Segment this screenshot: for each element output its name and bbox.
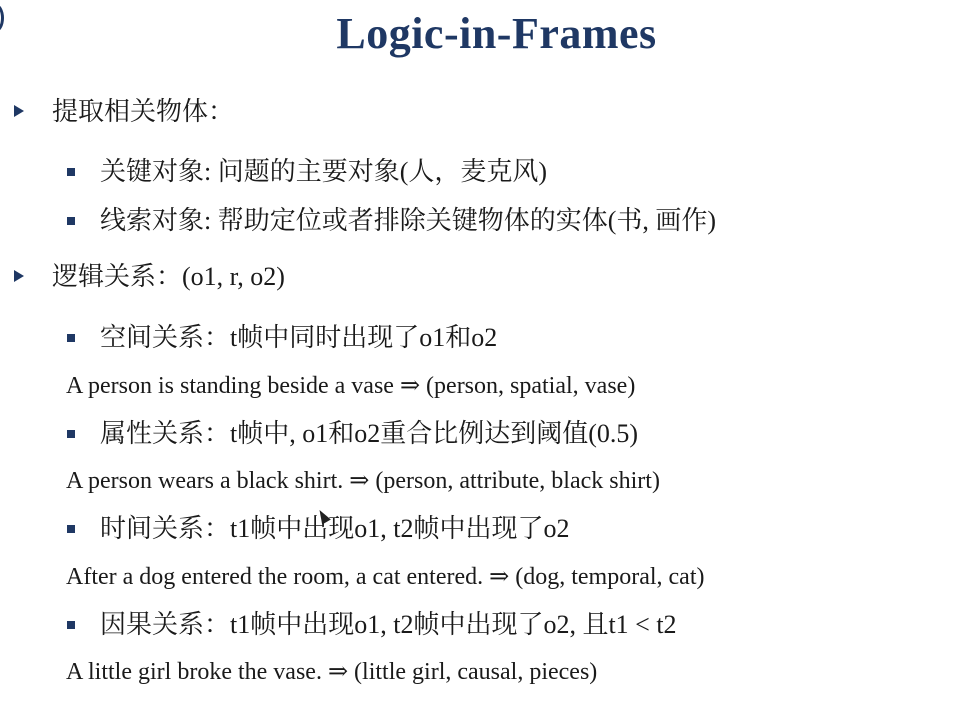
triangle-bullet-icon <box>14 105 24 117</box>
example-attribute: A person wears a black shirt. ⇒ (person, attribute, black shirt) <box>66 468 660 494</box>
section-heading-text: 提取相关物体： <box>52 97 235 126</box>
list-item-causal <box>100 608 677 642</box>
list-item-text: 空间关系：t帧中同时出现了o1和o2 <box>100 323 498 352</box>
section-heading-text: 逻辑关系：(o1, r, o2) <box>52 262 285 291</box>
slide-title: Logic-in-Frames <box>336 9 657 58</box>
section-heading-objects <box>52 95 234 129</box>
square-bullet-icon <box>67 430 75 438</box>
square-bullet-icon <box>67 621 75 629</box>
square-bullet-icon <box>67 168 75 176</box>
list-item-clue-object <box>100 204 716 238</box>
square-bullet-icon <box>67 334 75 342</box>
square-bullet-icon <box>67 217 75 225</box>
example-spatial: A person is standing beside a vase ⇒ (person, spatial, vase) <box>66 373 636 399</box>
example-causal: A little girl broke the vase. ⇒ (little girl, causal, pieces) <box>66 659 598 685</box>
list-item-text: 属性关系：t帧中, o1和o2重合比例达到阈值(0.5) <box>100 419 639 448</box>
list-item-key-object <box>100 155 547 189</box>
list-item-spatial <box>100 321 497 355</box>
section-heading-relations <box>52 260 285 294</box>
list-item-temporal <box>100 512 569 546</box>
square-bullet-icon <box>67 525 75 533</box>
list-item-attribute <box>100 417 638 451</box>
list-item-text: 线索对象: 帮助定位或者排除关键物体的实体(书, 画作) <box>100 206 717 235</box>
triangle-bullet-icon <box>14 270 24 282</box>
list-item-text: 关键对象: 问题的主要对象(人，麦克风) <box>100 157 548 186</box>
list-item-text: 因果关系：t1帧中出现o1, t2帧中出现了o2, 且t1 < t2 <box>100 610 677 639</box>
example-temporal: After a dog entered the room, a cat entered. ⇒ (dog, temporal, cat) <box>66 564 705 590</box>
list-item-text: 时间关系：t1帧中出现o1, t2帧中出现了o2 <box>100 514 570 543</box>
